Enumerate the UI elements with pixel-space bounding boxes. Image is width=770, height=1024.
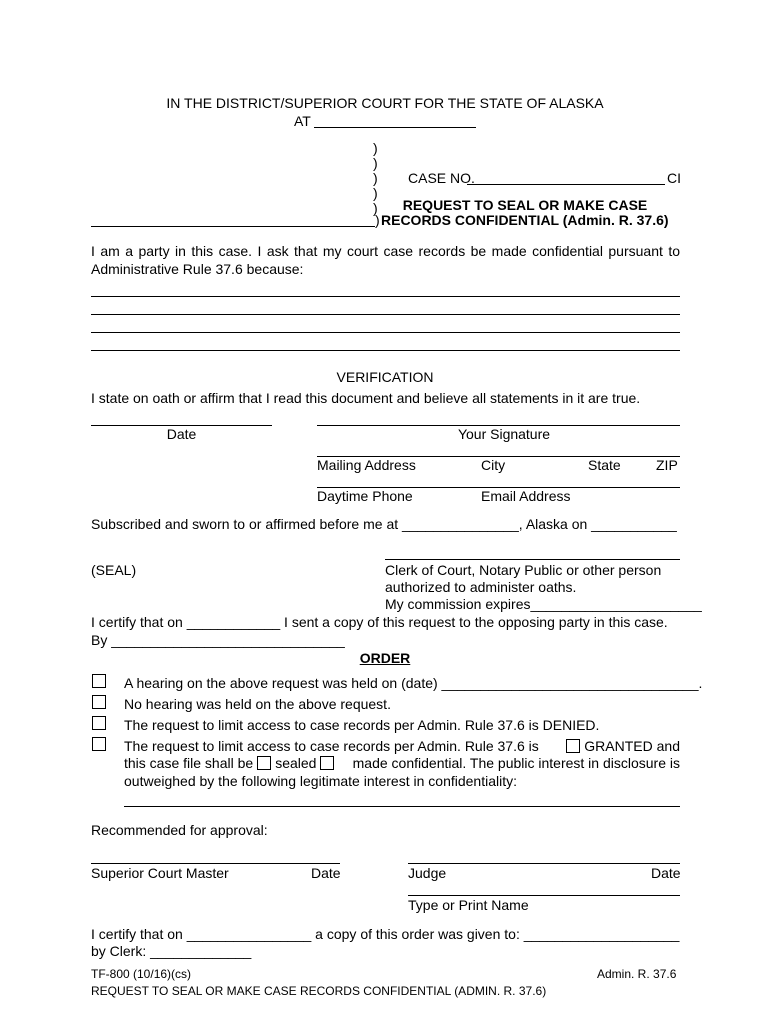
zip-label: ZIP <box>656 457 678 473</box>
judge-date-label: Date <box>651 865 681 881</box>
master-date-label: Date <box>311 865 341 881</box>
seal-label: (SEAL) <box>91 562 137 578</box>
certified-by: By ______________________________ <box>91 632 345 648</box>
case-number-field[interactable] <box>467 184 665 185</box>
judge-signature-field[interactable] <box>408 863 680 864</box>
email-label: Email Address <box>481 488 571 504</box>
caption-bracket: ) <box>373 200 378 216</box>
form-title-footer: REQUEST TO SEAL OR MAKE CASE RECORDS CONFIDENTIAL (ADMIN. R. 37.6) <box>91 984 547 998</box>
signature-label: Your Signature <box>457 426 551 442</box>
case-no-label: CASE NO. <box>408 170 475 186</box>
granted-checkbox-group <box>562 739 680 753</box>
mailing-address-label: Mailing Address <box>317 457 416 473</box>
caption-bracket: ) <box>375 212 380 228</box>
granted-option-checkbox[interactable] <box>92 737 106 751</box>
recommended-label: Recommended for approval: <box>91 822 268 838</box>
by-clerk: by Clerk: _____________ <box>91 943 252 959</box>
caption-bracket: ) <box>373 155 378 171</box>
granted-option-line2 <box>124 756 680 770</box>
oath-text: I state on oath or affirm that I read this document and believe all statements in it are true. <box>91 390 641 406</box>
reason-line[interactable] <box>91 314 680 315</box>
clerk-signature-field[interactable] <box>385 559 680 560</box>
no-hearing-checkbox[interactable] <box>92 695 106 709</box>
city-label: City <box>481 457 506 473</box>
court-title: IN THE DISTRICT/SUPERIOR COURT FOR THE STATE OF ALASKA <box>166 95 604 111</box>
commission-expires: My commission expires______________________ <box>385 596 702 612</box>
clerk-title: authorized to administer oaths. <box>385 579 577 595</box>
form-number: TF-800 (10/16)(cs) <box>91 967 192 981</box>
document-title: REQUEST TO SEAL OR MAKE CASE <box>402 197 648 213</box>
subscribed-statement: Subscribed and sworn to or affirmed before me at _______________, Alaska on ___________ <box>91 516 677 532</box>
reason-line[interactable] <box>91 296 680 297</box>
reason-line[interactable] <box>91 332 680 333</box>
sealed-checkbox[interactable] <box>257 756 271 770</box>
party-name-field[interactable] <box>91 226 375 227</box>
granted-text: this case file shall be sealed <box>124 756 338 770</box>
granted-option <box>124 739 680 753</box>
confidential-checkbox[interactable] <box>320 756 334 770</box>
at-location-field[interactable] <box>314 127 476 128</box>
judge-name-field[interactable] <box>408 895 680 896</box>
no-hearing-option: No hearing was held on the above request. <box>124 696 391 712</box>
denied-checkbox[interactable] <box>92 716 106 730</box>
denied-option: The request to limit access to case records per Admin. Rule 37.6 is DENIED. <box>124 717 600 733</box>
hearing-held-option: A hearing on the above request was held on (date) _________________________________. <box>124 675 703 691</box>
reason-line[interactable] <box>91 350 680 351</box>
state-label: State <box>588 457 621 473</box>
granted-option-line3: outweighed by the following legitimate interest in confidentiality: <box>124 773 518 789</box>
request-statement: I am a party in this case. I ask that my court case records be made confidential pursuant to Administrative Rule 37.6 because: <box>91 243 680 277</box>
document-title: RECORDS CONFIDENTIAL (Admin. R. 37.6) <box>381 212 669 228</box>
case-suffix: CI <box>667 170 681 186</box>
sealed-label: sealed <box>275 755 317 771</box>
hearing-held-checkbox[interactable] <box>92 674 106 688</box>
master-label: Superior Court Master <box>91 865 229 881</box>
clerk-title: Clerk of Court, Notary Public or other person <box>385 562 662 578</box>
caption-bracket: ) <box>373 185 378 201</box>
master-signature-field[interactable] <box>91 863 340 864</box>
granted-label: GRANTED and <box>584 738 680 754</box>
service-certification: I certify that on ____________ I sent a copy of this request to the opposing party in this case. <box>91 614 668 630</box>
date-label: Date <box>166 426 197 442</box>
type-print-label: Type or Print Name <box>408 897 529 913</box>
granted-text: The request to limit access to case records per Admin. Rule 37.6 is <box>124 738 539 754</box>
at-label: AT <box>294 113 311 129</box>
judge-label: Judge <box>408 865 447 881</box>
granted-checkbox[interactable] <box>566 739 580 753</box>
caption-bracket: ) <box>373 170 378 186</box>
rule-reference: Admin. R. 37.6 <box>597 967 677 981</box>
confidentiality-interest-field[interactable] <box>124 806 680 807</box>
clerk-certification: I certify that on ________________ a copy of this order was given to: ____________________ <box>91 926 680 942</box>
confidential-text: made confidential. The public interest in disclosure is <box>352 755 680 771</box>
daytime-phone-label: Daytime Phone <box>317 488 413 504</box>
verification-heading: VERIFICATION <box>336 369 434 385</box>
order-heading: ORDER <box>359 650 411 666</box>
caption-bracket: ) <box>373 140 378 156</box>
